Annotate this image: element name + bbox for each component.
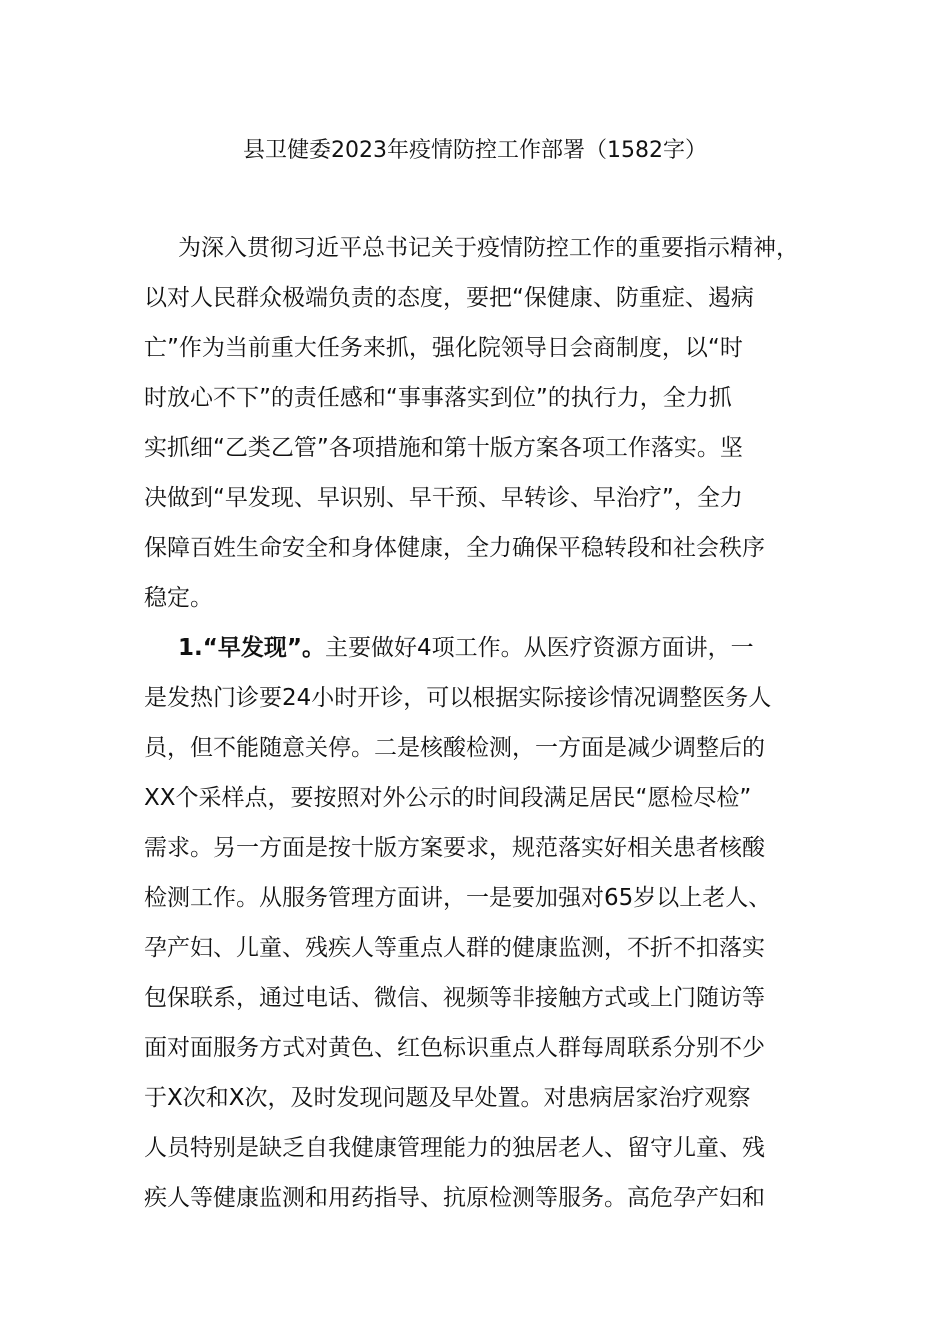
- paragraph-line: 疾人等健康监测和用药指导、抗原检测等服务。高危孕产妇和: [144, 1185, 765, 1211]
- paragraph-line: 以对人民群众极端负责的态度，要把“保健康、防重症、遏病: [144, 285, 754, 311]
- paragraph-line: 于X次和X次，及时发现问题及早处置。对患病居家治疗观察: [144, 1085, 751, 1111]
- paragraph-line: 决做到“早发现、早识别、早干预、早转诊、早治疗”，全力: [144, 485, 743, 511]
- paragraph-line: 人员特别是缺乏自我健康管理能力的独居老人、留守儿童、残: [144, 1135, 765, 1161]
- document-title: 县卫健委2023年疫情防控工作部署（1582字）: [243, 138, 707, 163]
- paragraph-line: 员，但不能随意关停。二是核酸检测，一方面是减少调整后的: [144, 735, 765, 761]
- paragraph-line: 稳定。: [144, 585, 213, 611]
- paragraph-line: 孕产妇、儿童、残疾人等重点人群的健康监测，不折不扣落实: [144, 935, 765, 961]
- paragraph-line: 检测工作。从服务管理方面讲，一是要加强对65岁以上老人、: [144, 885, 772, 911]
- section-1-first-line: [144, 623, 814, 673]
- section-1-first-line-text: 主要做好4项工作。从医疗资源方面讲，一: [324, 635, 754, 661]
- paragraph-line: 亡”作为当前重大任务来抓，强化院领导日会商制度，以“时: [144, 335, 743, 361]
- paragraph-line: 是发热门诊要24小时开诊，可以根据实际接诊情况调整医务人: [144, 685, 772, 711]
- paragraph-line: 面对面服务方式对黄色、红色标识重点人群每周联系分别不少: [144, 1035, 765, 1061]
- intro-paragraph: [144, 223, 814, 623]
- paragraph-line: 包保联系，通过电话、微信、视频等非接触方式或上门随访等: [144, 985, 765, 1011]
- paragraph-line: 时放心不下”的责任感和“事事落实到位”的执行力，全力抓: [144, 385, 732, 411]
- paragraph-line: XX个采样点，要按照对外公示的时间段满足居民“愿检尽检”: [144, 785, 752, 811]
- paragraph-line: 需求。另一方面是按十版方案要求，规范落实好相关患者核酸: [144, 835, 765, 861]
- section-1-heading: 1.“早发现”。: [178, 635, 325, 661]
- paragraph-line: 实抓细“乙类乙管”各项措施和第十版方案各项工作落实。坚: [144, 435, 743, 461]
- paragraph-line: 为深入贯彻习近平总书记关于疫情防控工作的重要指示精神，: [178, 235, 799, 261]
- section-1-paragraph: [144, 623, 814, 1223]
- paragraph-line: 保障百姓生命安全和身体健康，全力确保平稳转段和社会秩序: [144, 535, 765, 561]
